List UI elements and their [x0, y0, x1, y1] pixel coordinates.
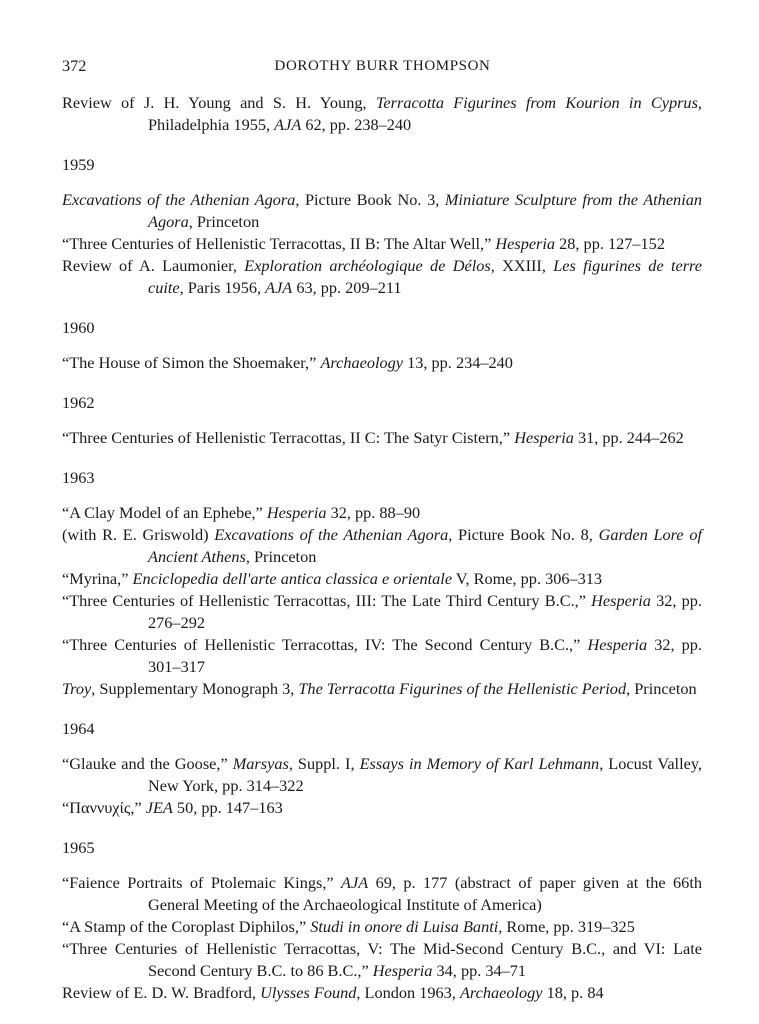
year-heading: 1959	[62, 155, 95, 174]
entry-text: “The House of Simon the Shoemaker,”	[62, 353, 321, 372]
italic-title: AJA	[341, 873, 369, 892]
year-heading: 1963	[62, 468, 95, 487]
bibliography-list	[62, 92, 702, 1004]
italic-title: AJA	[265, 278, 293, 297]
entry-text: 62, pp. 238–240	[301, 115, 412, 134]
entry-text: , Rome, pp. 319–325	[498, 917, 635, 936]
italic-title: Hesperia	[514, 428, 574, 447]
entry-text: 32, pp. 276–292	[148, 591, 703, 632]
bibliography-entry	[62, 524, 702, 568]
bibliography-entry	[62, 233, 702, 255]
running-head-author: DOROTHY BURR THOMPSON	[274, 58, 491, 74]
entry-text: , Supplementary Monograph 3,	[91, 679, 299, 698]
italic-title: Excavations of the Athenian Agora	[214, 525, 449, 544]
bibliography-entry	[62, 872, 702, 916]
bibliography-entry	[62, 634, 702, 678]
entry-text: Review of J. H. Young and S. H. Young,	[62, 93, 376, 112]
bibliography-entry	[62, 938, 702, 982]
entry-text: , London 1963,	[356, 983, 460, 1002]
year-heading: 1965	[62, 838, 95, 857]
entry-text: , Locust Valley, New York, pp. 314–322	[148, 754, 702, 795]
italic-title: Archaeology	[320, 353, 404, 372]
italic-title: Troy	[62, 679, 92, 698]
entry-text: “Glauke and the Goose,”	[62, 754, 233, 773]
bibliography-entry	[62, 678, 702, 700]
italic-title: Hesperia	[591, 591, 651, 610]
entry-text: “Myrina,”	[62, 569, 133, 588]
italic-title: AJA	[274, 115, 302, 134]
entry-text: V, Rome, pp. 306–313	[452, 569, 603, 588]
entry-text: , Suppl. I,	[288, 754, 360, 773]
italic-title: Essays in Memory of Karl Lehmann	[359, 754, 600, 773]
entry-text: , Picture Book No. 3,	[295, 190, 445, 209]
entry-text: 63, pp. 209–211	[292, 278, 402, 297]
bibliography-entry	[62, 189, 702, 233]
italic-title: Terracotta Figurines from Kourion in Cyprus	[375, 93, 698, 112]
entry-text: , Philadelphia 1955,	[148, 93, 702, 134]
entry-text: 32, pp. 301–317	[148, 635, 702, 676]
bibliography-entry	[62, 568, 702, 590]
entry-text: 28, pp. 127–152	[555, 234, 665, 253]
entry-text: 32, pp. 88–90	[326, 503, 421, 522]
year-heading: 1960	[62, 318, 95, 337]
bibliography-entry	[62, 916, 702, 938]
year-heading: 1962	[62, 393, 95, 412]
italic-title: Excavations of the Athenian Agora	[62, 190, 296, 209]
bibliography-entry	[62, 92, 702, 136]
entry-text: “Three Centuries of Hellenistic Terracottas, II C: The Satyr Cistern,”	[62, 428, 515, 447]
entry-text: , XXIII,	[490, 256, 554, 275]
entry-text: “Three Centuries of Hellenistic Terracottas, III: The Late Third Century B.C.,”	[62, 591, 592, 610]
entry-text: “A Stamp of the Coroplast Diphilos,”	[62, 917, 311, 936]
entry-text: , Picture Book No. 8,	[448, 525, 599, 544]
entry-text: , Paris 1956,	[179, 278, 266, 297]
italic-title: Les figurines de terre cuite	[148, 256, 703, 297]
entry-text: Review of A. Laumonier,	[62, 256, 245, 275]
bibliography-entry	[62, 352, 702, 374]
bibliography-entry	[62, 502, 702, 524]
italic-title: Ulysses Found	[260, 983, 357, 1002]
italic-title: Studi in onore di Luisa Banti	[310, 917, 499, 936]
bibliography-entry	[62, 982, 702, 1004]
bibliography-entry	[62, 427, 702, 449]
entry-text: 18, p. 84	[542, 983, 604, 1002]
bibliography-entry	[62, 255, 702, 299]
entry-text: (with R. E. Griswold)	[62, 525, 215, 544]
italic-title: Archaeology	[459, 983, 543, 1002]
entry-text: 50, pp. 147–163	[172, 798, 283, 817]
entry-text: 31, pp. 244–262	[573, 428, 684, 447]
page-number: 372	[62, 56, 87, 75]
italic-title: Enciclopedia dell'arte antica classica e orientale	[132, 569, 453, 588]
entry-text: “Παννυχίς,”	[62, 798, 146, 817]
bibliography-entry	[62, 797, 702, 819]
italic-title: JEA	[145, 798, 173, 817]
entry-text: , Princeton	[626, 679, 697, 698]
entry-text: 69, p. 177 (abstract of paper given at the 66th General Meeting of the Archaeological Institute of America)	[148, 873, 702, 914]
italic-title: Exploration archéologique de Délos	[244, 256, 491, 275]
italic-title: Hesperia	[587, 635, 648, 654]
year-heading: 1964	[62, 719, 95, 738]
italic-title: Miniature Sculpture from the Athenian Agora	[148, 190, 702, 231]
bibliography-entry	[62, 590, 702, 634]
italic-title: Hesperia	[372, 961, 433, 980]
italic-title: The Terracotta Figurines of the Hellenistic Period	[298, 679, 627, 698]
bibliography-entry	[62, 753, 702, 797]
italic-title: Garden Lore of Ancient Athens	[148, 525, 703, 566]
italic-title: Hesperia	[495, 234, 556, 253]
entry-text: 13, pp. 234–240	[403, 353, 513, 372]
running-head	[62, 55, 703, 77]
entry-text: , Princeton	[245, 547, 317, 566]
entry-text: “Three Centuries of Hellenistic Terracottas, II B: The Altar Well,”	[62, 234, 496, 253]
italic-title: Marsyas	[232, 754, 289, 773]
entry-text: “Three Centuries of Hellenistic Terracottas, IV: The Second Century B.C.,”	[62, 635, 588, 654]
entry-text: Review of E. D. W. Bradford,	[62, 983, 261, 1002]
entry-text: “A Clay Model of an Ephebe,”	[62, 503, 267, 522]
entry-text: 34, pp. 34–71	[432, 961, 527, 980]
italic-title: Hesperia	[266, 503, 327, 522]
entry-text: “Faience Portraits of Ptolemaic Kings,”	[62, 873, 342, 892]
entry-text: “Three Centuries of Hellenistic Terracottas, V: The Mid-Second Century B.C., and VI: Late Second Century B.C. to 86 B.C.,”	[62, 939, 702, 980]
entry-text: , Princeton	[188, 212, 260, 231]
